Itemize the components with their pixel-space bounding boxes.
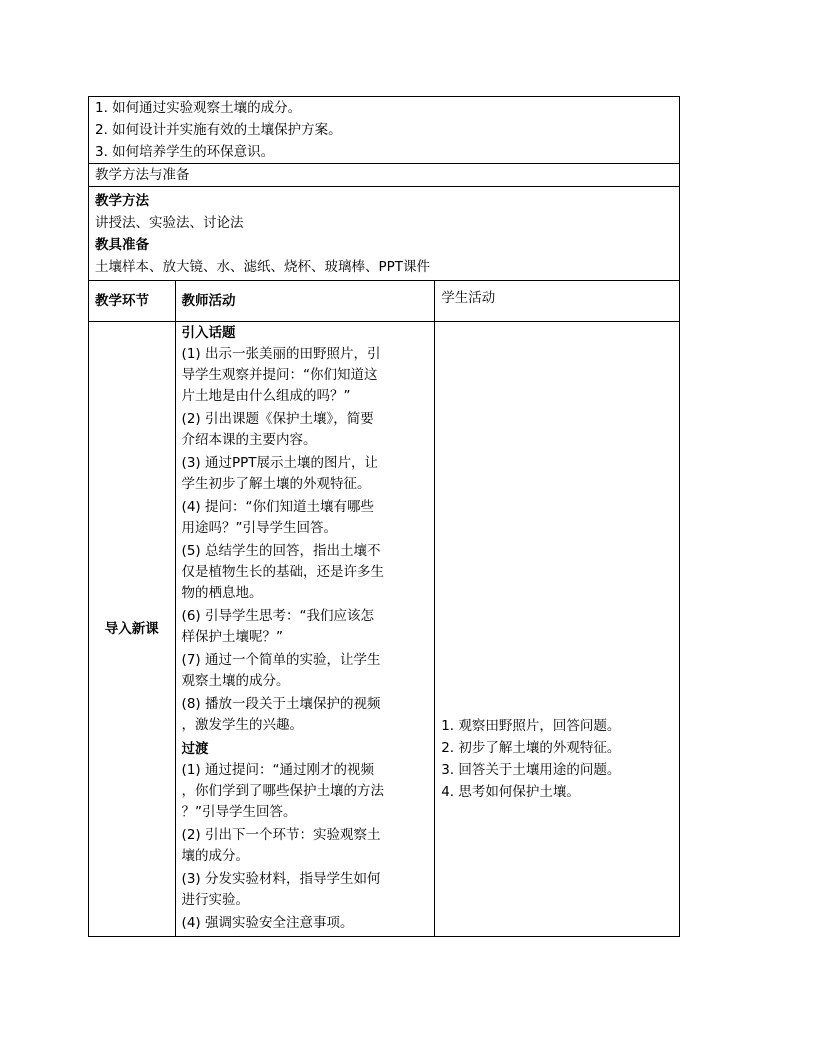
activity-step-line: ，你们学到了哪些保护土壤的方法 <box>181 783 385 799</box>
activity-step-line: (4) 提问：“你们知道土壤有哪些 <box>181 499 374 515</box>
activity-step <box>182 606 429 650</box>
transition-title: 过渡 <box>181 741 209 757</box>
activity-step-line: 进行实验。 <box>181 892 250 908</box>
activity-step-line: 样保护土壤呢？” <box>181 629 284 645</box>
activity-step-line: ，激发学生的兴趣。 <box>181 717 304 733</box>
activity-step <box>182 344 429 409</box>
student-activity-cell <box>435 322 680 937</box>
activity-step-line: (1) 通过提问：“通过刚才的视频 <box>181 762 374 778</box>
activity-step <box>182 694 429 738</box>
methods-heading-row <box>89 164 680 187</box>
student-activity-item: 4. 思考如何保护土壤。 <box>441 784 580 800</box>
activity-step-line: 壤的成分。 <box>181 848 250 864</box>
intro-title: 引入话题 <box>181 325 236 341</box>
methods-content-cell <box>89 187 680 281</box>
activity-step <box>182 760 429 825</box>
activity-step-line: (6) 引导学生思考：“我们应该怎 <box>181 608 374 624</box>
header-student: 学生活动 <box>435 281 680 322</box>
activity-step <box>182 409 429 453</box>
method-label: 教学方法 <box>95 193 149 209</box>
activity-step-line: (8) 播放一段关于土壤保护的视频 <box>181 696 381 712</box>
methods-heading-cell <box>89 164 680 187</box>
activity-step-line: 片土地是由什么组成的吗？” <box>181 388 351 404</box>
activity-step-line: 导学生观察并提问：“你们知道这 <box>181 367 378 383</box>
activity-step-line: (2) 引出课题《保护土壤》，简要 <box>181 411 374 427</box>
activity-step-line: 用途吗？”引导学生回答。 <box>181 520 338 536</box>
activity-step-line: 学生初步了解土壤的外观特征。 <box>181 476 371 492</box>
student-activity-item: 3. 回答关于土壤用途的问题。 <box>441 762 621 778</box>
tools-label: 教具准备 <box>95 237 149 253</box>
activity-step-line: 仅是植物生长的基础，还是许多生 <box>181 564 385 580</box>
method-value: 讲授法、实验法、讨论法 <box>95 215 244 231</box>
activity-step <box>182 541 429 606</box>
header-teacher: 教师活动 <box>175 281 435 322</box>
column-header-row <box>89 281 680 322</box>
stage-row <box>89 322 680 937</box>
activity-step <box>182 825 429 869</box>
transition-steps <box>182 760 429 936</box>
objectives-cell <box>89 97 680 164</box>
activity-step-line: 物的栖息地。 <box>181 585 263 601</box>
student-activity-item: 2. 初步了解土壤的外观特征。 <box>441 740 621 756</box>
activity-step-line: (7) 通过一个简单的实验，让学生 <box>181 652 381 668</box>
activity-step-line: (1) 出示一张美丽的田野照片，引 <box>181 346 381 362</box>
activity-step <box>182 453 429 497</box>
activity-step <box>182 497 429 541</box>
activity-step-line: 观察土壤的成分。 <box>181 673 290 689</box>
activity-step <box>182 650 429 694</box>
lesson-plan-table <box>88 96 680 937</box>
activity-step-line: (4) 强调实验安全注意事项。 <box>181 915 354 931</box>
objectives-row <box>89 97 680 164</box>
header-stage: 教学环节 <box>89 281 176 322</box>
activity-step-line: (3) 通过PPT展示土壤的图片，让 <box>181 455 378 471</box>
intro-steps <box>182 344 429 738</box>
activity-step-line: (2) 引出下一个环节：实验观察土 <box>181 827 381 843</box>
methods-content-row <box>89 187 680 281</box>
student-activity-item: 1. 观察田野照片，回答问题。 <box>441 718 621 734</box>
activity-step-line: (3) 分发实验材料，指导学生如何 <box>181 871 381 887</box>
methods-heading: 教学方法与准备 <box>95 167 190 183</box>
activity-step-line: ？”引导学生回答。 <box>181 804 297 820</box>
objective-item: 1. 如何通过实验观察土壤的成分。 <box>95 100 302 116</box>
teacher-activity-cell <box>175 322 435 937</box>
activity-step <box>182 913 429 936</box>
tools-value: 土壤样本、放大镜、水、滤纸、烧杯、玻璃棒、PPT课件 <box>95 259 431 275</box>
stage-label: 导入新课 <box>89 322 176 937</box>
activity-step-line: 介绍本课的主要内容。 <box>181 432 317 448</box>
activity-step-line: (5) 总结学生的回答，指出土壤不 <box>181 543 381 559</box>
objective-item: 2. 如何设计并实施有效的土壤保护方案。 <box>95 122 342 138</box>
activity-step <box>182 869 429 913</box>
objective-item: 3. 如何培养学生的环保意识。 <box>95 144 275 160</box>
